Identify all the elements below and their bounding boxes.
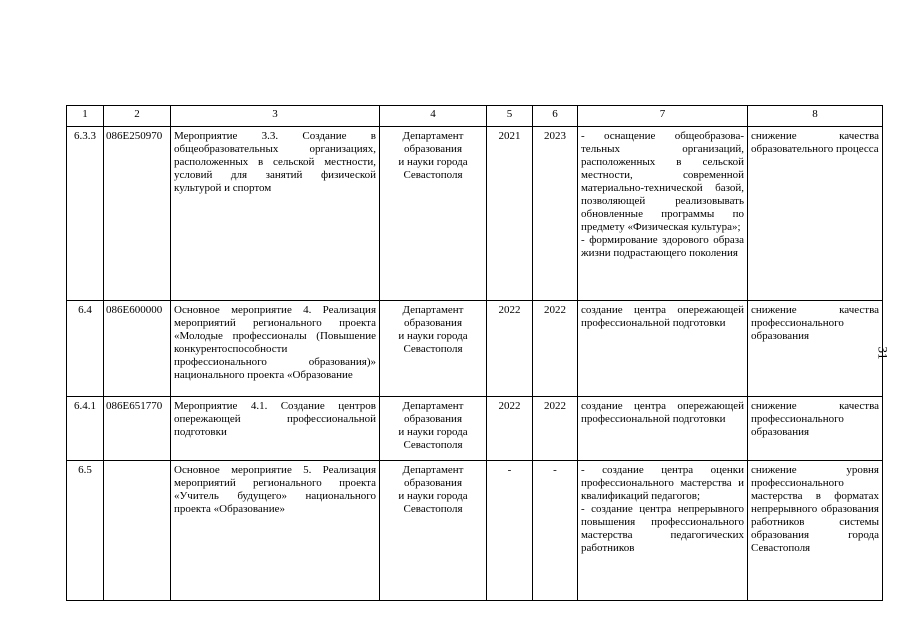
budget-code <box>104 461 171 601</box>
expected-result: - оснащение общеобразова-тельных организаций, расположенных в сельской местности, современной материально-технической базой, позволяющей реализовывать обновленные программы по предмету «Физическая культура»; - формирование здорового образа жизни подрастающего поколения <box>578 127 748 301</box>
end-year: 2023 <box>533 127 578 301</box>
consequence: снижение уровня профессионального мастерства в форматах непрерывного образования работников системы образования города Севастополя <box>748 461 883 601</box>
table-row <box>67 461 883 601</box>
table-row <box>67 301 883 397</box>
expected-result: создание центра опережающей профессиональной подготовки <box>578 301 748 397</box>
consequence: снижение качества образовательного процесса <box>748 127 883 301</box>
header-cell: 4 <box>380 106 487 127</box>
end-year: - <box>533 461 578 601</box>
start-year: - <box>487 461 533 601</box>
row-number: 6.5 <box>67 461 104 601</box>
budget-code: 086E600000 <box>104 301 171 397</box>
event-name: Мероприятие 4.1. Создание центров опережающей профессиональной подготовки <box>171 397 380 461</box>
table-row <box>67 127 883 301</box>
department: Департамент образования и науки города Севастополя <box>380 301 487 397</box>
header-row <box>67 106 883 127</box>
header-cell: 5 <box>487 106 533 127</box>
expected-result: - создание центра оценки профессионального мастерства и квалификаций педагогов; - создание центра непрерывного повышения профессионального мастерства педагогических работников <box>578 461 748 601</box>
header-cell: 7 <box>578 106 748 127</box>
row-number: 6.3.3 <box>67 127 104 301</box>
page-number: 31 <box>875 346 891 360</box>
header-cell: 1 <box>67 106 104 127</box>
table-row <box>67 397 883 461</box>
start-year: 2022 <box>487 301 533 397</box>
start-year: 2022 <box>487 397 533 461</box>
row-number: 6.4.1 <box>67 397 104 461</box>
end-year: 2022 <box>533 301 578 397</box>
expected-result: создание центра опережающей профессиональной подготовки <box>578 397 748 461</box>
consequence: снижение качества профессионального образования <box>748 397 883 461</box>
consequence: снижение качества профессионального образования <box>748 301 883 397</box>
budget-code: 086E651770 <box>104 397 171 461</box>
event-name: Мероприятие 3.3. Создание в общеобразовательных организациях, расположенных в сельской местности, условий для занятий физической культурой и спортом <box>171 127 380 301</box>
program-table <box>66 105 883 601</box>
header-cell: 6 <box>533 106 578 127</box>
department: Департамент образования и науки города Севастополя <box>380 127 487 301</box>
end-year: 2022 <box>533 397 578 461</box>
department: Департамент образования и науки города Севастополя <box>380 461 487 601</box>
header-cell: 3 <box>171 106 380 127</box>
event-name: Основное мероприятие 4. Реализация мероприятий регионального проекта «Молодые профессионалы (Повышение конкурентоспособности профессионального образования)» национального проекта «Образование <box>171 301 380 397</box>
department: Департамент образования и науки города Севастополя <box>380 397 487 461</box>
start-year: 2021 <box>487 127 533 301</box>
event-name: Основное мероприятие 5. Реализация мероприятий регионального проекта «Учитель будущего» национального проекта «Образование» <box>171 461 380 601</box>
header-cell: 2 <box>104 106 171 127</box>
header-cell: 8 <box>748 106 883 127</box>
budget-code: 086E250970 <box>104 127 171 301</box>
row-number: 6.4 <box>67 301 104 397</box>
